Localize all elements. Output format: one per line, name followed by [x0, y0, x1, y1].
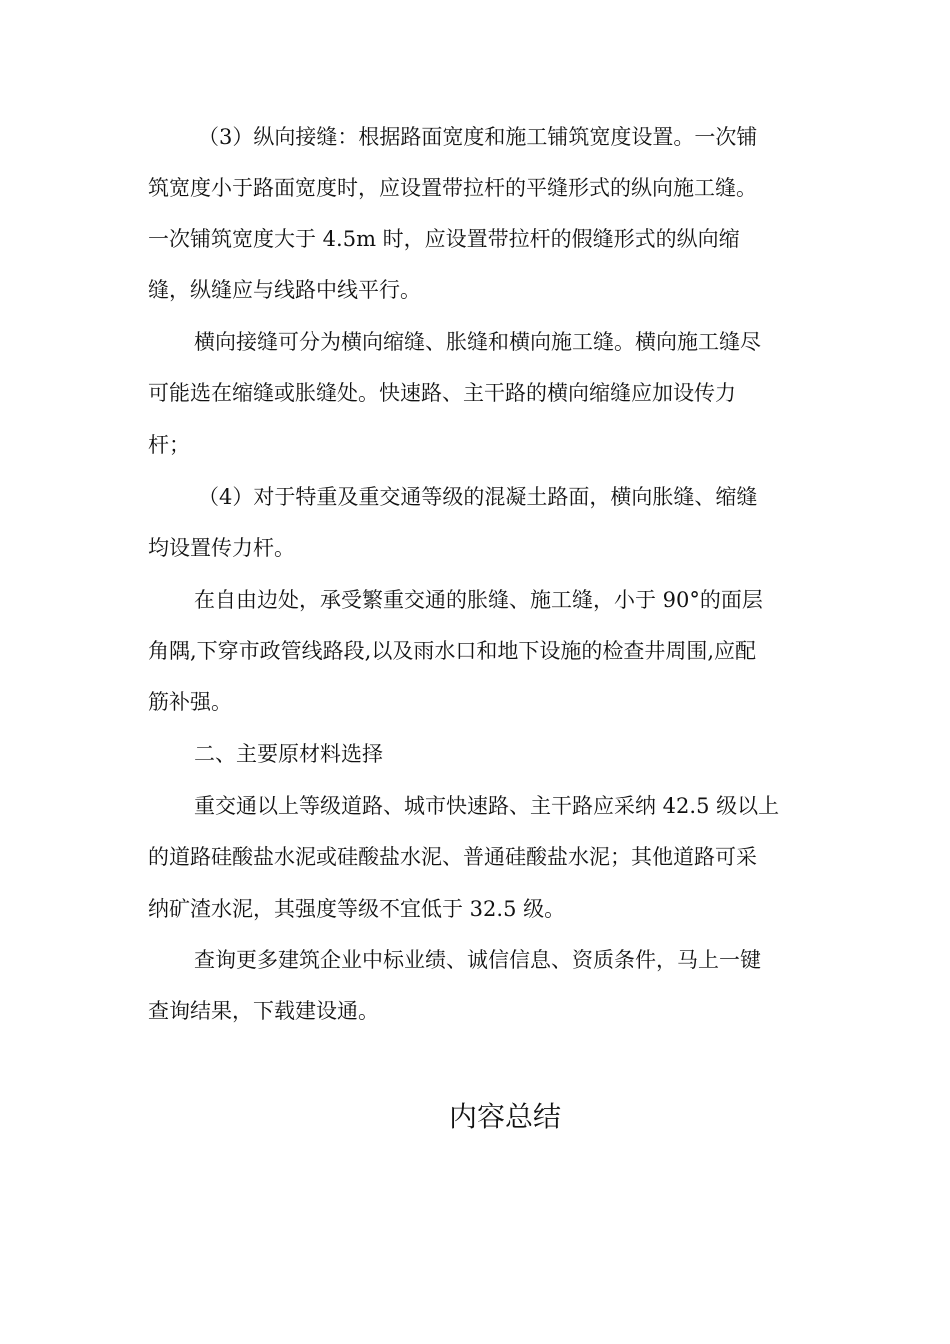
text-line: 在自由边处，承受繁重交通的胀缝、施工缝，小于 90°的面层 [194, 588, 763, 612]
text-line: 可能选在缩缝或胀缝处。快速路、主干路的横向缩缝应加设传力 [148, 381, 736, 405]
text-line: 横向接缝可分为横向缩缝、胀缝和横向施工缝。横向施工缝尽 [194, 330, 761, 354]
section-heading-text: 二、主要原材料选择 [194, 742, 383, 766]
text-line: （4）对于特重及重交通等级的混凝土路面，横向胀缝、缩缝 [198, 485, 758, 509]
text-line: 查询更多建筑企业中标业绩、诚信信息、资质条件，马上一键 [194, 948, 761, 972]
text-line: 筑宽度小于路面宽度时，应设置带拉杆的平缝形式的纵向施工缝。 [148, 176, 757, 200]
text-line: 纳矿渣水泥，其强度等级不宜低于 32.5 级。 [148, 897, 566, 921]
text-line: 的道路硅酸盐水泥或硅酸盐水泥、普通硅酸盐水泥；其他道路可采 [148, 845, 757, 869]
text-line: 缝，纵缝应与线路中线平行。 [148, 278, 421, 302]
text-line: 一次铺筑宽度大于 4.5m 时，应设置带拉杆的假缝形式的纵向缩 [148, 227, 740, 251]
text-line: 均设置传力杆。 [148, 536, 295, 560]
text-line: 杆； [148, 433, 190, 457]
text-line: 查询结果，下载建设通。 [148, 999, 379, 1023]
summary-title: 内容总结 [448, 1100, 561, 1133]
text-line: （3）纵向接缝：根据路面宽度和施工铺筑宽度设置。一次铺 [198, 125, 758, 149]
text-line: 重交通以上等级道路、城市快速路、主干路应采纳 42.5 级以上 [194, 794, 780, 818]
text-line: 筋补强。 [148, 690, 232, 714]
text-line: 角隅,下穿市政管线路段,以及雨水口和地下设施的检查井周围,应配 [148, 639, 757, 663]
